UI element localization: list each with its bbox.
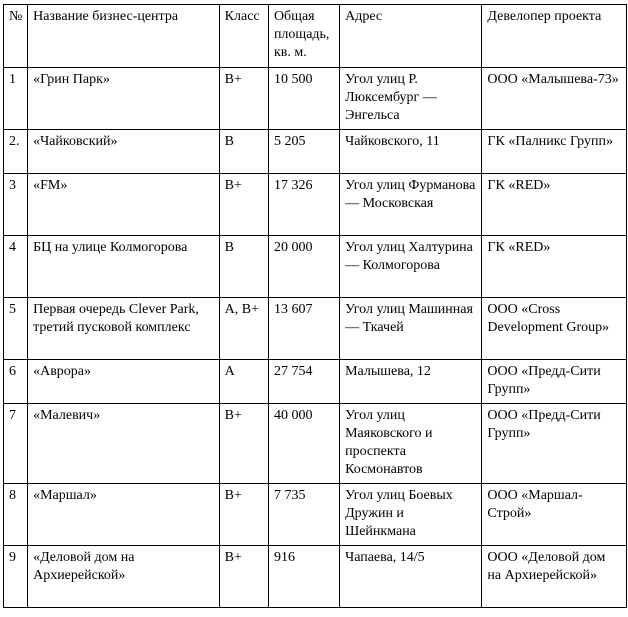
cell-developer: ООО «Маршал-Строй» (482, 484, 627, 546)
cell-address: Угол улиц Фурманова — Московская (340, 174, 482, 236)
cell-num: 1 (4, 68, 28, 130)
cell-class: B+ (219, 68, 268, 130)
table-row (4, 404, 627, 484)
cell-name: БЦ на улице Колмогорова (28, 236, 220, 298)
cell-developer: ГК «RED» (482, 236, 627, 298)
cell-num: 9 (4, 546, 28, 608)
cell-num: 8 (4, 484, 28, 546)
cell-class: B+ (219, 546, 268, 608)
cell-class: B (219, 236, 268, 298)
cell-area: 17 326 (268, 174, 339, 236)
cell-class: A, B+ (219, 298, 268, 360)
cell-area: 27 754 (268, 360, 339, 404)
cell-area: 7 735 (268, 484, 339, 546)
header-class: Класс (219, 5, 268, 68)
cell-area: 20 000 (268, 236, 339, 298)
cell-num: 2. (4, 130, 28, 174)
cell-developer: ГК «Палникс Групп» (482, 130, 627, 174)
cell-name: «Аврора» (28, 360, 220, 404)
cell-class: B+ (219, 174, 268, 236)
cell-class: B (219, 130, 268, 174)
cell-developer: ООО «Деловой дом на Архиерейской» (482, 546, 627, 608)
cell-address: Угол улиц Р. Люксембург — Энгельса (340, 68, 482, 130)
cell-name: «Малевич» (28, 404, 220, 484)
cell-area: 13 607 (268, 298, 339, 360)
header-area: Общая площадь, кв. м. (268, 5, 339, 68)
table-row (4, 130, 627, 174)
table-row (4, 484, 627, 546)
cell-name: «FM» (28, 174, 220, 236)
table-row (4, 174, 627, 236)
cell-address: Угол улиц Боевых Дружин и Шейнкмана (340, 484, 482, 546)
cell-num: 4 (4, 236, 28, 298)
header-address: Адрес (340, 5, 482, 68)
cell-name: «Чайковский» (28, 130, 220, 174)
cell-developer: ГК «RED» (482, 174, 627, 236)
table-row (4, 236, 627, 298)
table-row (4, 298, 627, 360)
table-row (4, 360, 627, 404)
table-row (4, 68, 627, 130)
cell-address: Угол улиц Халтурина — Колмогорова (340, 236, 482, 298)
header-row (4, 5, 627, 68)
cell-address: Угол улиц Машинная — Ткачей (340, 298, 482, 360)
cell-name: Первая очередь Clever Park, третий пусковой комплекс (28, 298, 220, 360)
table-header (4, 5, 627, 68)
cell-address: Угол улиц Маяковского и проспекта Космонавтов (340, 404, 482, 484)
cell-developer: ООО «Cross Development Group» (482, 298, 627, 360)
business-centers-table (3, 4, 627, 608)
cell-area: 916 (268, 546, 339, 608)
cell-area: 5 205 (268, 130, 339, 174)
cell-developer: ООО «Предд-Сити Групп» (482, 360, 627, 404)
cell-num: 7 (4, 404, 28, 484)
cell-area: 10 500 (268, 68, 339, 130)
cell-address: Чайковского, 11 (340, 130, 482, 174)
cell-area: 40 000 (268, 404, 339, 484)
cell-name: «Маршал» (28, 484, 220, 546)
table-row (4, 546, 627, 608)
cell-address: Малышева, 12 (340, 360, 482, 404)
header-name: Название бизнес-центра (28, 5, 220, 68)
cell-address: Чапаева, 14/5 (340, 546, 482, 608)
cell-developer: ООО «Малышева-73» (482, 68, 627, 130)
table-body (4, 68, 627, 608)
cell-num: 5 (4, 298, 28, 360)
cell-developer: ООО «Предд-Сити Групп» (482, 404, 627, 484)
cell-class: A (219, 360, 268, 404)
cell-name: «Грин Парк» (28, 68, 220, 130)
cell-num: 3 (4, 174, 28, 236)
header-developer: Девелопер проекта (482, 5, 627, 68)
cell-class: B+ (219, 404, 268, 484)
cell-num: 6 (4, 360, 28, 404)
cell-name: «Деловой дом на Архиерейской» (28, 546, 220, 608)
cell-class: B+ (219, 484, 268, 546)
header-num: № (4, 5, 28, 68)
